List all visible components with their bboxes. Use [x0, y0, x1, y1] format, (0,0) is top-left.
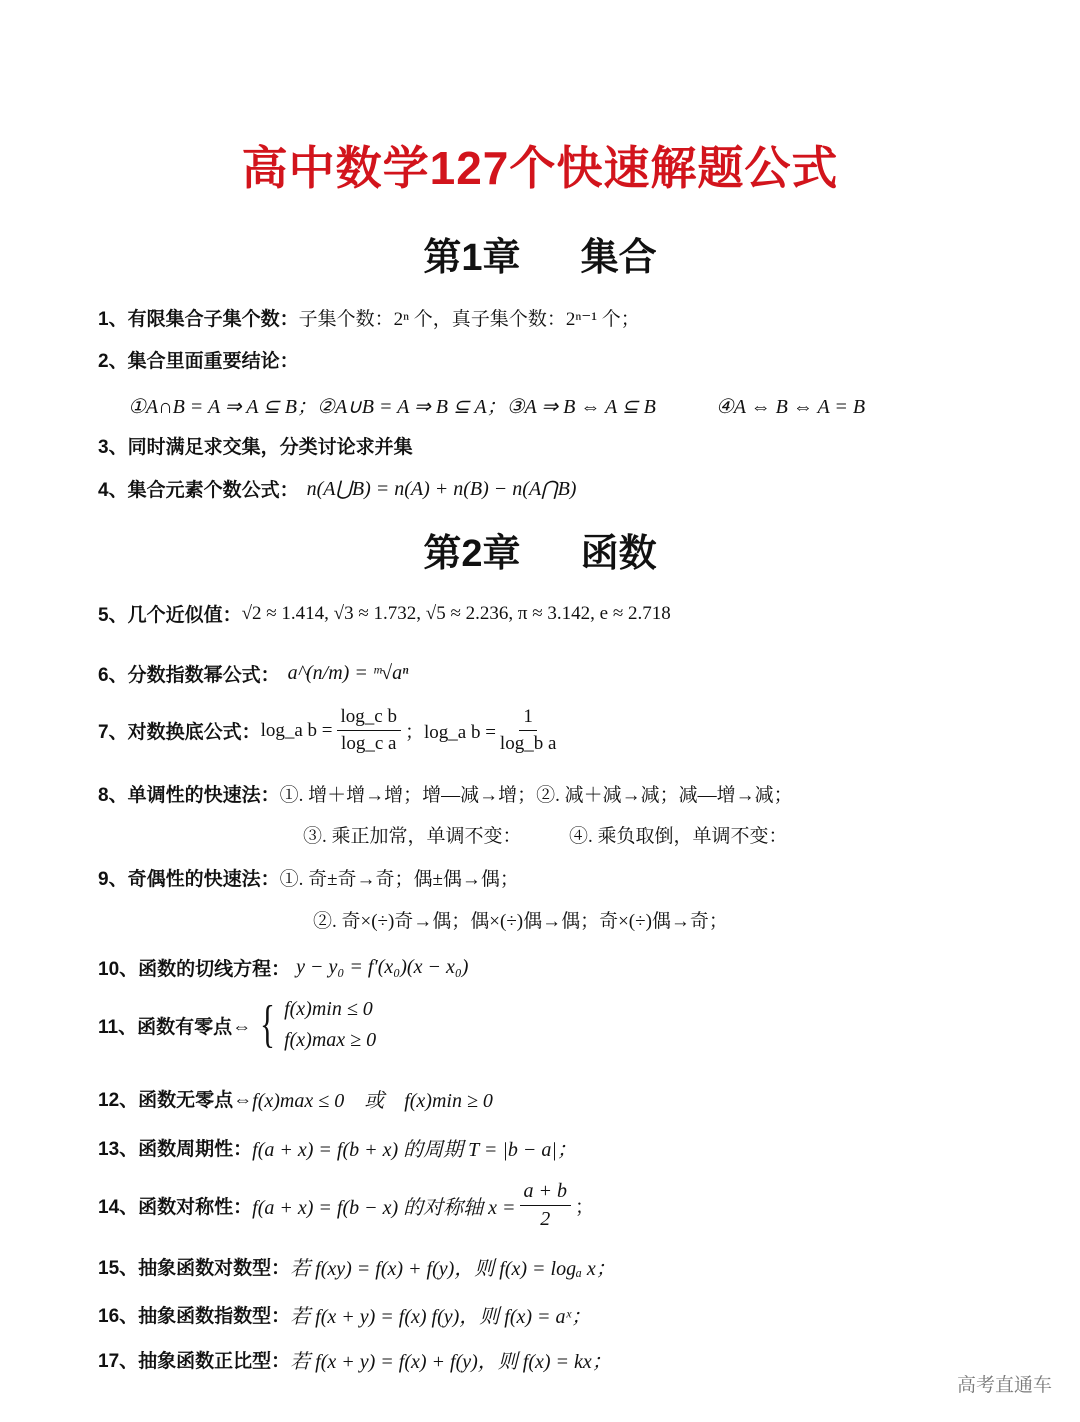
item-formula: f(a + x) = f(b + x) 的周期 T = |b − a|； [252, 1139, 577, 1161]
chapter-1-heading [0, 226, 1080, 281]
case: f(x)max ≥ 0 [284, 1029, 377, 1051]
item-label: 10、函数的切线方程： [98, 959, 291, 980]
item-formula: √2 ≈ 1.414, √3 ≈ 1.732, √5 ≈ 2.236, π ≈ 3.142, e ≈ 2.718 [241, 602, 671, 624]
formula-8-line2 [303, 821, 788, 848]
formula-mid: ；log_a b = [404, 722, 496, 743]
item-label: 6、分数指数幂公式： [98, 665, 280, 686]
fraction [337, 706, 401, 755]
numerator: 1 [519, 706, 537, 731]
item-label: 7、对数换底公式： [98, 722, 261, 743]
item-label: 4、集合元素个数公式： [98, 480, 299, 501]
item-formula: n(A⋃B) = n(A) + n(B) − n(A⋂B) [306, 478, 577, 500]
formula-14 [98, 1180, 594, 1231]
item-label: 16、抽象函数指数型： [98, 1306, 291, 1327]
fraction [520, 1180, 572, 1231]
formula-lhs: log_a b = [260, 719, 333, 741]
formula-7 [98, 706, 560, 755]
item-formula: f(x)max ≤ 0 或 f(x)min ≥ 0 [252, 1090, 493, 1112]
watermark: 高考直通车 [956, 1375, 1052, 1396]
item-line: ①. 奇±奇→奇；偶±偶→偶； [279, 869, 519, 890]
formula-8 [98, 780, 793, 807]
item-formula: y − y₀ = f′(x₀)(x − x₀) [296, 956, 469, 978]
formula-9-line2 [313, 906, 728, 933]
chapter-2-heading [0, 522, 1080, 577]
formula-17 [98, 1345, 612, 1374]
item-formula: ①A∩B = A ⇒ A ⊆ B；②A∪B = A ⇒ B ⊆ A；③A ⇒ B ⇔ A ⊆ B ④A ⇔ B ⇔ A = B [128, 396, 866, 418]
fraction [500, 706, 556, 755]
item-line: ②. 奇×(÷)奇→偶；偶×(÷)偶→偶；奇×(÷)偶→奇； [313, 911, 728, 932]
denominator: 2 [540, 1208, 551, 1230]
formula-lhs: f(a + x) = f(b − x) 的对称轴 x = [252, 1197, 516, 1219]
formula-11 [98, 998, 376, 1052]
formula-10 [98, 954, 468, 981]
formula-2 [98, 346, 299, 373]
formula-4 [98, 475, 576, 502]
formula-13 [98, 1133, 577, 1162]
formula-3 [98, 432, 413, 459]
formula-9 [98, 864, 519, 891]
item-formula: a^(n/m) = ᵐ√aⁿ [287, 662, 409, 684]
item-label: 9、奇偶性的快速法： [98, 869, 280, 890]
formula-5 [98, 600, 671, 627]
denominator: log_c a [341, 733, 397, 754]
case: f(x)min ≤ 0 [284, 998, 373, 1020]
document-title: 高中数学127个快速解题公式 [241, 142, 839, 194]
item-label: 8、单调性的快速法： [98, 785, 280, 806]
chapter-name: 函数 [580, 533, 657, 575]
item-label: 1、有限集合子集个数： [98, 309, 299, 330]
formula-16 [98, 1300, 591, 1329]
formula-1 [98, 304, 640, 331]
item-label: 11、函数有零点⇔ [98, 1016, 252, 1038]
formula-15 [98, 1252, 616, 1281]
item-line: ①. 增＋增→增；增—减→增；②. 减＋减→减；减—增→减； [279, 785, 793, 806]
item-label: 14、函数对称性： [98, 1197, 253, 1218]
formula-end: ； [575, 1197, 595, 1218]
formula-6 [98, 660, 408, 687]
chapter-name: 集合 [580, 237, 657, 279]
item-label: 12、函数无零点⇔ [98, 1090, 253, 1111]
left-brace: { [260, 996, 276, 1053]
item-formula: 若 f(x + y) = f(x) + f(y)，则 f(x) = kx； [290, 1351, 612, 1373]
denominator: log_b a [499, 733, 557, 754]
item-line: ③. 乘正加常，单调不变： ④. 乘负取倒，单调不变： [303, 826, 788, 847]
formula-12 [98, 1084, 493, 1113]
item-label: 13、函数周期性： [98, 1139, 253, 1160]
item-formula: 子集个数：2ⁿ 个，真子集个数：2ⁿ⁻¹ 个； [298, 309, 640, 330]
item-label: 2、集合里面重要结论： [98, 351, 299, 372]
item-formula: 若 f(xy) = f(x) + f(y)，则 f(x) = logₐ x； [290, 1258, 616, 1280]
numerator: log_c b [337, 706, 401, 731]
item-label: 15、抽象函数对数型： [98, 1258, 291, 1279]
item-label: 3、同时满足求交集，分类讨论求并集 [98, 437, 413, 458]
cases [284, 998, 376, 1052]
chapter-number: 第2章 [423, 533, 521, 575]
item-label: 17、抽象函数正比型： [98, 1351, 291, 1372]
item-formula: 若 f(x + y) = f(x) f(y)，则 f(x) = aˣ； [290, 1306, 592, 1328]
formula-2-content [128, 390, 865, 419]
numerator: a + b [520, 1180, 572, 1206]
chapter-number: 第1章 [423, 237, 521, 279]
item-label: 5、几个近似值： [98, 605, 242, 626]
